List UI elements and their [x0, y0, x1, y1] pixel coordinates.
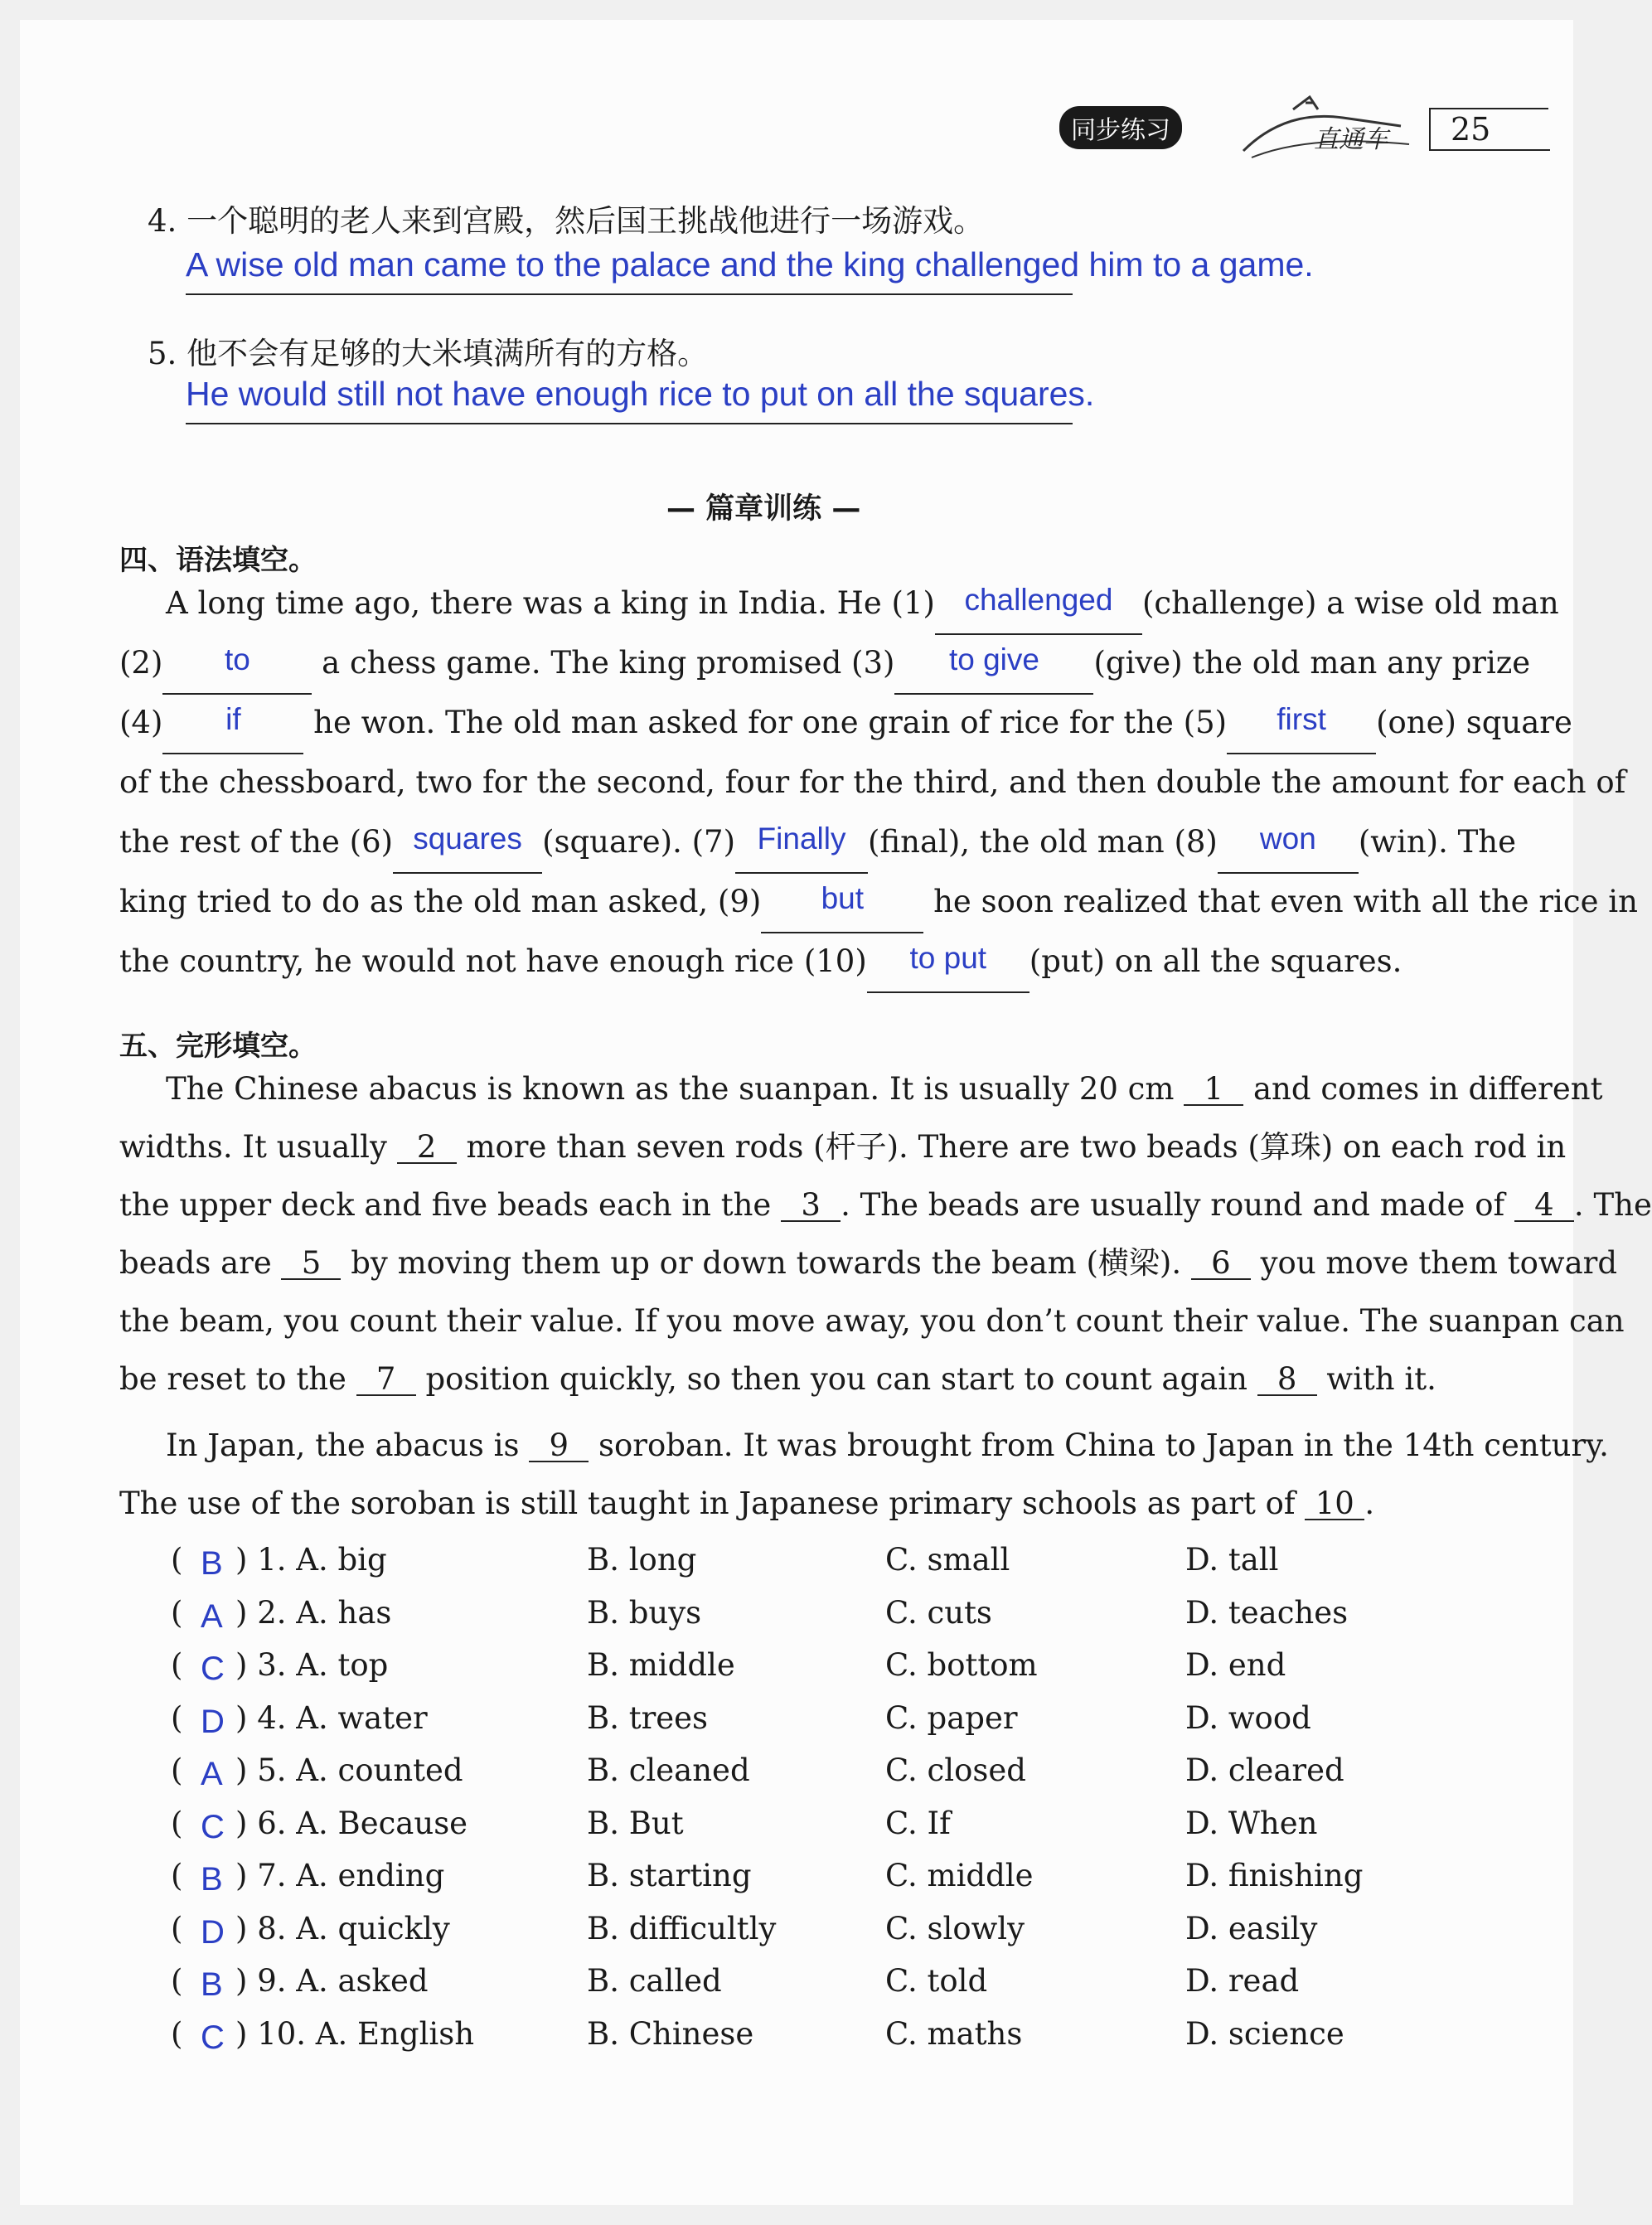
- option-c: C. paper: [885, 1699, 1018, 1736]
- option-a: ) 3. A. top: [235, 1647, 389, 1683]
- option-c: C. maths: [885, 2015, 1023, 2052]
- option-b: B. cleaned: [587, 1752, 750, 1788]
- option-b: B. long: [587, 1542, 697, 1578]
- option-row: [171, 1963, 1464, 2013]
- cloze-blank: 2: [397, 1132, 457, 1164]
- option-row: [171, 1858, 1464, 1907]
- paren: (: [171, 1699, 183, 1736]
- option-d: D. teaches: [1185, 1594, 1349, 1631]
- page-number: 25: [1451, 111, 1491, 148]
- answer-letter: B: [201, 1861, 223, 1898]
- translation-4-answer: A wise old man came to the palace and the king challenged him to a game.: [186, 245, 1314, 284]
- cloze-blank: 10: [1305, 1488, 1364, 1520]
- translation-4: [148, 196, 984, 240]
- paren: (: [171, 1910, 183, 1946]
- cloze-blank: 3: [781, 1190, 841, 1222]
- grammar-line-1: A long time ago, there was a king in India. He (1) challenged (challenge) a wise old man: [166, 574, 1467, 635]
- blank-6: squares: [393, 812, 542, 874]
- option-c: C. slowly: [885, 1910, 1025, 1946]
- item-prompt: 他不会有足够的大米填满所有的方格。: [187, 336, 709, 371]
- option-a: ) 10. A. English: [235, 2015, 475, 2052]
- paren: (: [171, 1858, 183, 1893]
- option-row: [171, 1647, 1464, 1697]
- cloze-line-8: The use of the soroban is still taught in Japanese primary schools as part of 10 .: [119, 1486, 1375, 1521]
- blank-2: to: [162, 633, 312, 695]
- option-row: [171, 2016, 1464, 2066]
- option-c: C. told: [885, 1963, 988, 1999]
- header-rule: [1429, 108, 1548, 109]
- cloze-line-2: widths. It usually 2 more than seven rods (杆子). There are two beads (算珠) on each rod in: [119, 1129, 1567, 1165]
- grammar-title: 四、语法填空。: [119, 544, 317, 577]
- option-a: ) 5. A. counted: [235, 1752, 463, 1788]
- blank-8: won: [1218, 812, 1359, 874]
- option-row: [171, 1911, 1464, 1961]
- paren: (: [171, 1752, 183, 1788]
- section-heading: — 篇章训练 —: [666, 492, 861, 526]
- answer-line: [186, 293, 1073, 295]
- cloze-blank: 6: [1191, 1248, 1251, 1280]
- cloze-blank: 7: [356, 1364, 416, 1396]
- cloze-line-7: In Japan, the abacus is 9 soroban. It was brought from China to Japan in the 14th century.: [166, 1428, 1609, 1463]
- answer-letter: C: [201, 1651, 225, 1687]
- page: [20, 20, 1652, 2205]
- cloze-blank: 9: [529, 1430, 589, 1462]
- answer-letter: A: [201, 1756, 223, 1792]
- grammar-line-6: king tried to do as the old man asked, (9) but he soon realized that even with all the rice in: [119, 872, 1421, 933]
- cloze-blank: 5: [281, 1248, 341, 1280]
- option-c: C. small: [885, 1542, 1010, 1578]
- blank-1: challenged: [935, 574, 1142, 635]
- option-a: ) 6. A. Because: [235, 1805, 468, 1841]
- cloze-line-3: the upper deck and five beads each in the 3 . The beads are usually round and made of 4 . The: [119, 1187, 1652, 1223]
- option-a: ) 9. A. asked: [235, 1963, 429, 1999]
- option-d: D. read: [1185, 1963, 1300, 1999]
- option-d: D. cleared: [1185, 1752, 1344, 1788]
- option-b: B. difficultly: [587, 1910, 777, 1946]
- option-row: [171, 1806, 1464, 1855]
- option-d: D. science: [1185, 2015, 1344, 2052]
- brand-logo: [1235, 93, 1417, 167]
- option-d: D. easily: [1185, 1910, 1318, 1946]
- paren: (: [171, 1647, 183, 1683]
- translation-5: [148, 328, 708, 373]
- option-a: ) 7. A. ending: [235, 1858, 445, 1893]
- answer-letter: D: [201, 1703, 225, 1740]
- option-c: C. cuts: [885, 1594, 992, 1631]
- option-b: B. trees: [587, 1699, 709, 1736]
- option-c: C. middle: [885, 1858, 1034, 1893]
- option-b: B. buys: [587, 1594, 702, 1631]
- blank-10: to put: [867, 932, 1029, 993]
- option-c: C. closed: [885, 1752, 1026, 1788]
- option-row: [171, 1542, 1464, 1592]
- blank-4: if: [162, 693, 303, 754]
- cloze-line-1: The Chinese abacus is known as the suanpan. It is usually 20 cm 1 and comes in different: [166, 1071, 1603, 1107]
- train-logo-icon: [1235, 93, 1417, 167]
- option-c: C. If: [885, 1805, 951, 1841]
- option-a: ) 4. A. water: [235, 1699, 428, 1736]
- option-a: ) 8. A. quickly: [235, 1910, 450, 1946]
- paren: (: [171, 1963, 183, 1999]
- option-a: ) 1. A. big: [235, 1542, 387, 1578]
- paren: (: [171, 1805, 183, 1841]
- answer-letter: B: [201, 1966, 223, 2003]
- option-b: B. But: [587, 1805, 684, 1841]
- option-d: D. tall: [1185, 1542, 1279, 1578]
- cloze-blank: 8: [1257, 1364, 1317, 1396]
- item-number: 5.: [148, 336, 177, 371]
- option-row: [171, 1700, 1464, 1750]
- item-number: 4.: [148, 203, 177, 239]
- answer-line: [186, 423, 1073, 424]
- cloze-line-5: the beam, you count their value. If you move away, you don’t count their value. The suanpan can: [119, 1303, 1625, 1339]
- cloze-line-6: be reset to the 7 position quickly, so then you can start to count again 8 with it.: [119, 1361, 1436, 1397]
- grammar-line-4: of the chessboard, two for the second, four for the third, and then double the amount for each of: [119, 764, 1626, 800]
- grammar-line-3: (4) if he won. The old man asked for one grain of rice for the (5) first (one) square: [119, 693, 1421, 754]
- option-b: B. starting: [587, 1858, 752, 1893]
- option-d: D. finishing: [1185, 1858, 1364, 1893]
- answer-letter: A: [201, 1597, 223, 1635]
- cloze-title: 五、完形填空。: [119, 1030, 317, 1063]
- option-row: [171, 1752, 1464, 1802]
- page-number-box: [1429, 109, 1550, 151]
- answer-letter: D: [201, 1913, 225, 1951]
- option-d: D. When: [1185, 1805, 1318, 1841]
- paren: (: [171, 1594, 183, 1631]
- answer-letter: C: [201, 1808, 225, 1845]
- answer-letter: B: [201, 1545, 223, 1582]
- blank-3: to give: [894, 633, 1093, 695]
- cloze-blank: 4: [1514, 1190, 1574, 1222]
- option-row: [171, 1595, 1464, 1645]
- blank-9: but: [761, 872, 923, 933]
- grammar-line-5: the rest of the (6) squares (square). (7) Finally (final), the old man (8) won (win). The: [119, 812, 1421, 874]
- blank-5: first: [1227, 693, 1376, 754]
- blank-7: Finally: [735, 812, 868, 874]
- option-b: B. Chinese: [587, 2015, 754, 2052]
- paren: (: [171, 1542, 183, 1578]
- cloze-line-4: beads are 5 by moving them up or down towards the beam (横梁). 6 you move them toward: [119, 1245, 1618, 1281]
- option-b: B. called: [587, 1963, 722, 1999]
- grammar-line-7: the country, he would not have enough rice (10) to put (put) on all the squares.: [119, 932, 1421, 993]
- translation-5-answer: He would still not have enough rice to put on all the squares.: [186, 375, 1095, 413]
- answer-letter: C: [201, 2019, 225, 2056]
- option-b: B. middle: [587, 1647, 735, 1683]
- item-prompt: 一个聪明的老人来到宫殿，然后国王挑战他进行一场游戏。: [187, 203, 985, 239]
- option-a: ) 2. A. has: [235, 1594, 392, 1631]
- option-d: D. end: [1185, 1647, 1286, 1683]
- paren: (: [171, 2015, 183, 2052]
- header-badge: 同步练习: [1059, 106, 1182, 149]
- grammar-line-2: (2) to a chess game. The king promised (3) to give (give) the old man any prize: [119, 633, 1421, 695]
- brand-text: 直通车: [1314, 125, 1388, 154]
- option-c: C. bottom: [885, 1647, 1038, 1683]
- option-d: D. wood: [1185, 1699, 1311, 1736]
- cloze-blank: 1: [1184, 1074, 1243, 1106]
